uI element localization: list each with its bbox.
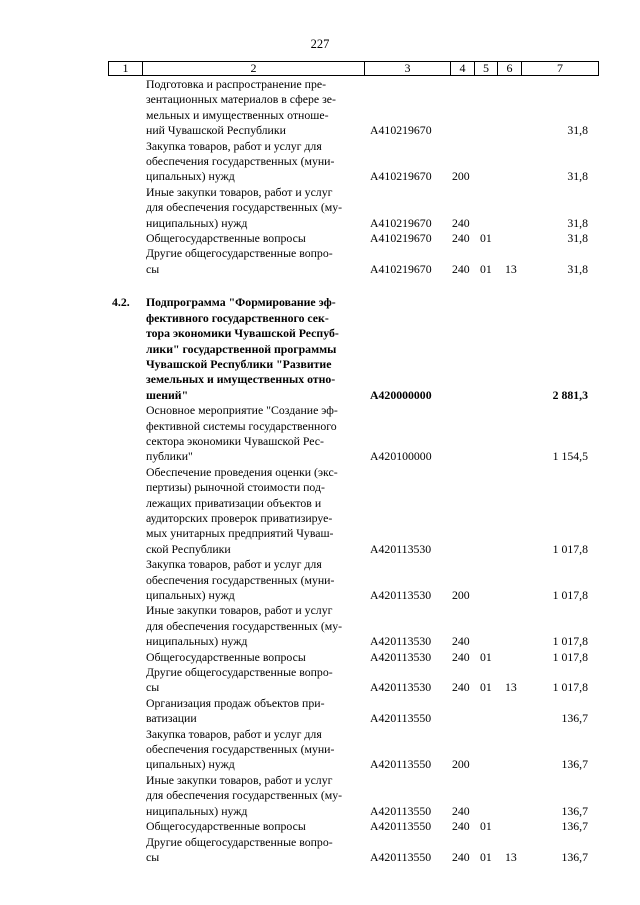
expense-type-code: 200: [452, 757, 470, 772]
amount-value: 136,7: [561, 849, 588, 864]
description-line: Общегосударственные вопросы: [146, 231, 306, 246]
target-article-code: А410219670: [370, 231, 432, 246]
description-line: Подпрограмма "Формирование эф-: [146, 295, 336, 310]
target-article-code: А420113550: [370, 757, 432, 772]
table-row: [108, 139, 598, 185]
section-code: 01: [480, 231, 492, 246]
amount-value: 31,8: [567, 169, 588, 184]
expense-type-code: 200: [452, 169, 470, 184]
amount-value: 136,7: [561, 819, 588, 834]
amount-value: 136,7: [561, 803, 588, 818]
row-description: [146, 835, 370, 866]
row-description: [146, 295, 370, 403]
row-description: [146, 665, 370, 696]
table-row: [108, 665, 598, 696]
column-header-7: 7: [522, 62, 599, 76]
budget-table-body: [108, 77, 598, 865]
row-description: [146, 819, 370, 834]
description-line: сектора экономики Чувашской Рес-: [146, 433, 324, 448]
section-code: 01: [480, 680, 492, 695]
target-article-code: А420000000: [370, 387, 432, 402]
amount-value: 31,8: [567, 123, 588, 138]
description-line: фективной системы государственного: [146, 418, 337, 433]
table-row: [108, 465, 598, 557]
column-header-3: 3: [365, 62, 451, 76]
expense-type-code: 240: [452, 215, 470, 230]
column-header-5: 5: [475, 62, 498, 76]
column-header-2: 2: [143, 62, 365, 76]
amount-value: 1 017,8: [552, 680, 588, 695]
row-description: [146, 465, 370, 557]
section-code: 01: [480, 649, 492, 664]
table-row: [108, 819, 598, 834]
description-line: сы: [146, 261, 160, 276]
row-description: [146, 773, 370, 819]
description-line: Подготовка и распространение пре-: [146, 77, 327, 91]
description-line: Иные закупки товаров, работ и услуг: [146, 772, 333, 787]
expense-type-code: 240: [452, 634, 470, 649]
description-line: ципальных) нужд: [146, 588, 235, 602]
table-row: [108, 231, 598, 246]
amount-value: 1 017,8: [552, 634, 588, 649]
description-line: Закупка товаров, работ и услуг для: [146, 726, 322, 741]
amount-value: 2 881,3: [552, 387, 588, 402]
description-line: сы: [146, 849, 160, 864]
description-line: Закупка товаров, работ и услуг для: [146, 557, 322, 572]
description-line: сы: [146, 680, 160, 695]
description-line: тора экономики Чувашской Респуб-: [146, 326, 339, 341]
expense-type-code: 240: [452, 803, 470, 818]
row-number: 4.2.: [112, 295, 130, 310]
target-article-code: А420113530: [370, 634, 432, 649]
amount-value: 31,8: [567, 261, 588, 276]
section-code: 01: [480, 849, 492, 864]
description-line: ниципальных) нужд: [146, 634, 248, 649]
description-line: фективного государственного сек-: [146, 310, 329, 325]
row-description: [146, 77, 370, 139]
table-row: [108, 185, 598, 231]
target-article-code: А420113550: [370, 819, 432, 834]
table-row: [108, 403, 598, 465]
description-line: ципальных) нужд: [146, 757, 235, 772]
row-description: [146, 696, 370, 727]
description-line: обеспечения государственных (муни-: [146, 742, 335, 757]
description-line: ниципальных) нужд: [146, 215, 248, 230]
description-line: зентационных материалов в сфере зе-: [146, 92, 336, 107]
description-line: Другие общегосударственные вопро-: [146, 246, 333, 261]
description-line: аудиторских проверок приватизируе-: [146, 510, 333, 525]
description-line: Общегосударственные вопросы: [146, 819, 306, 834]
expense-type-code: 200: [452, 588, 470, 602]
table-row: [108, 727, 598, 773]
description-line: ниципальных) нужд: [146, 803, 248, 818]
target-article-code: А410219670: [370, 123, 432, 138]
subsection-code: 13: [505, 261, 517, 276]
section-code: 01: [480, 261, 492, 276]
amount-value: 1 017,8: [552, 541, 588, 556]
column-header-4: 4: [451, 62, 475, 76]
table-row: [108, 696, 598, 727]
table-row: [108, 835, 598, 866]
description-line: ний Чувашской Республики: [146, 123, 286, 138]
row-description: [146, 557, 370, 603]
target-article-code: А410219670: [370, 169, 432, 184]
description-line: для обеспечения государственных (му-: [146, 618, 343, 633]
description-line: Другие общегосударственные вопро-: [146, 834, 333, 849]
target-article-code: А420100000: [370, 449, 432, 464]
table-row: [108, 295, 598, 403]
expense-type-code: 240: [452, 819, 470, 834]
table-row: [108, 650, 598, 665]
target-article-code: А420113530: [370, 541, 432, 556]
description-line: мых унитарных предприятий Чуваш-: [146, 526, 334, 541]
row-description: [146, 246, 370, 277]
description-line: ватизации: [146, 711, 197, 726]
subsection-code: 13: [505, 680, 517, 695]
expense-type-code: 240: [452, 849, 470, 864]
amount-value: 136,7: [561, 711, 588, 726]
description-line: земельных и имущественных отно-: [146, 372, 336, 387]
table-row: [108, 603, 598, 649]
expense-type-code: 240: [452, 231, 470, 246]
target-article-code: А420113550: [370, 711, 432, 726]
target-article-code: А420113530: [370, 649, 432, 664]
description-line: шений": [146, 387, 189, 402]
target-article-code: А410219670: [370, 261, 432, 276]
target-article-code: А410219670: [370, 215, 432, 230]
row-description: [146, 185, 370, 231]
section-spacer: [108, 277, 598, 295]
subsection-code: 13: [505, 849, 517, 864]
description-line: Закупка товаров, работ и услуг для: [146, 138, 322, 153]
description-line: Обеспечение проведения оценки (экс-: [146, 464, 338, 479]
description-line: Другие общегосударственные вопро-: [146, 665, 333, 680]
description-line: обеспечения государственных (муни-: [146, 572, 335, 587]
description-line: публики": [146, 449, 193, 464]
amount-value: 1 017,8: [552, 649, 588, 664]
amount-value: 1 017,8: [552, 588, 588, 602]
amount-value: 136,7: [561, 757, 588, 772]
expense-type-code: 240: [452, 261, 470, 276]
target-article-code: А420113530: [370, 588, 432, 602]
target-article-code: А420113550: [370, 803, 432, 818]
row-description: [146, 231, 370, 246]
description-line: ской Республики: [146, 541, 231, 556]
row-description: [146, 650, 370, 665]
amount-value: 31,8: [567, 215, 588, 230]
description-line: ципальных) нужд: [146, 169, 235, 184]
column-header-row: [109, 62, 599, 76]
description-line: лежащих приватизации объектов и: [146, 495, 322, 510]
column-header-table: [108, 61, 599, 76]
description-line: обеспечения государственных (муни-: [146, 154, 335, 169]
description-line: лики" государственной программы: [146, 341, 337, 356]
description-line: Общегосударственные вопросы: [146, 649, 306, 664]
description-line: пертизы) рыночной стоимости под-: [146, 480, 325, 495]
table-row: [108, 77, 598, 139]
column-header-1: 1: [109, 62, 143, 76]
amount-value: 31,8: [567, 231, 588, 246]
table-row: [108, 773, 598, 819]
table-row: [108, 557, 598, 603]
column-header-6: 6: [498, 62, 522, 76]
page-number: 227: [310, 37, 330, 51]
description-line: для обеспечения государственных (му-: [146, 788, 343, 803]
description-line: мельных и имущественных отноше-: [146, 107, 329, 122]
row-description: [146, 727, 370, 773]
target-article-code: А420113530: [370, 680, 432, 695]
row-description: [146, 403, 370, 465]
description-line: Иные закупки товаров, работ и услуг: [146, 184, 333, 199]
description-line: для обеспечения государственных (му-: [146, 200, 343, 215]
row-description: [146, 139, 370, 185]
description-line: Чувашской Республики "Развитие: [146, 356, 332, 371]
description-line: Организация продаж объектов при-: [146, 695, 325, 710]
target-article-code: А420113550: [370, 849, 432, 864]
description-line: Иные закупки товаров, работ и услуг: [146, 603, 333, 618]
expense-type-code: 240: [452, 649, 470, 664]
row-description: [146, 603, 370, 649]
description-line: Основное мероприятие "Создание эф-: [146, 403, 338, 418]
expense-type-code: 240: [452, 680, 470, 695]
section-code: 01: [480, 819, 492, 834]
table-row: [108, 246, 598, 277]
amount-value: 1 154,5: [552, 449, 588, 464]
